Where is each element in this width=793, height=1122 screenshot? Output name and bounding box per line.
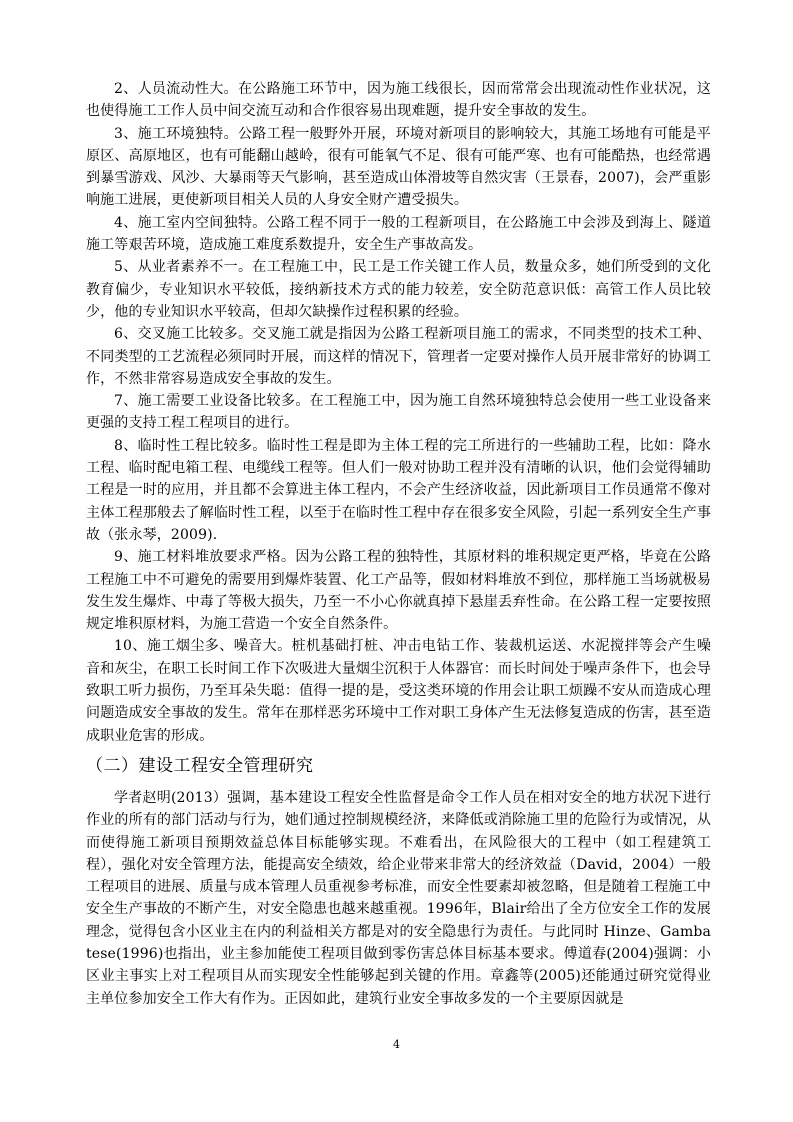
paragraph-safety-management-research: 学者赵明(2013）强调，基本建设工程安全性监督是命令工作人员在相对安全的地方状况下进行作业的所有的部门活动与行为，她们通过控制规模经济，来降低或消除施工里的危险行为或情况，从而使得施工新项目预期效益总体目标能够实现。不难看出，在风险很大的工程中（如工程建筑工程），强化对安全管理方法，能提高安全绩效，给企业带来非常大的经济效益（David，2004）一般工程项目的进展、质量与成本管理人员重视参考标准，而安全性要素却被忽略，但是随着工程施工中安全生产事故的不断产生，对安全隐患也越来越重视。1996年，Blair给出了全方位安全工作的发展理念，觉得包含小区业主在内的利益相关方都是对的安全隐患行为责任。与此同时 Hinze、Gambatese(1996)也指出，业主参加能使工程项目做到零伤害总体目标基本要求。傅道春(2004)强调：小区业主事实上对工程项目从而实现安全性能够起到关键的作用。章鑫等(2005)还能通过研究觉得业主单位参加安全工作大有作为。正因如此，建筑行业安全事故多发的一个主要原因就是 <box>86 789 711 1007</box>
page-number: 4 <box>393 1038 400 1051</box>
paragraph-temporary-works: 8、临时性工程比较多。临时性工程是即为主体工程的完工所进行的一些辅助工程，比如：降水工程、临时配电箱工程、电缆线工程等。但人们一般对协助工程并没有清晰的认识，他们会觉得辅助工程是一时的应用，并且都不会算进主体工程内，不会产生经济收益，因此新项目工作员通常不像对主体工程那般去了解临时性工程，以至于在临时性工程中存在很多安全风险，引起一系列安全生产事故（张永琴，2009). <box>86 437 711 543</box>
paragraph-dust-noise: 10、施工烟尘多、噪音大。桩机基础打桩、冲击电钻工作、装裁机运送、水泥搅拌等会产生噪音和灰尘，在职工长时间工作下次吸进大量烟尘沉积于人体器官：而长时间处于噪声条件下，也会导致职工听力损伤，乃至耳朵失聪：值得一提的是，受这类环境的作用会让职工烦躁不安从而造成心理问题造成安全事故的发生。常年在那样恶劣环境中工作对职工身体产生无法修复造成的伤害，甚至造成职业危害的形成。 <box>86 638 711 744</box>
paragraph-worker-quality: 5、从业者素养不一。在工程施工中，民工是工作关键工作人员，数量众多，她们所受到的文化教育偏少，专业知识水平较低，接纳新技术方式的能力较差，安全防范意识低：高管工作人员比较少，他的专业知识水平较高，但却欠缺操作过程积累的经验。 <box>86 259 711 320</box>
paragraph-cross-construction: 6、交叉施工比较多。交叉施工就是指因为公路工程新项目施工的需求，不同类型的技术工种、不同类型的工艺流程必须同时开展，而这样的情况下，管理者一定要对操作人员开展非常好的协调工作，不然非常容易造成安全事故的发生。 <box>86 326 711 387</box>
paragraph-personnel-mobility: 2、人员流动性大。在公路施工环节中，因为施工线很长，因而常常会出现流动性作业状况，这也使得施工工作人员中间交流互动和合作很容易出现难题，提升安全事故的发生。 <box>86 81 711 120</box>
paragraph-material-stacking: 9、施工材料堆放要求严格。因为公路工程的独特性，其原材料的堆积规定更严格，毕竟在公路工程施工中不可避免的需要用到爆炸装置、化工产品等，假如材料堆放不到位，那样施工当场就极易发生发生爆炸、中毒了等极大损失，乃至一不小心你就真掉下悬崖丢弃性命。在公路工程一定要按照规定堆积原材料，为施工营造一个安全自然条件。 <box>86 549 711 633</box>
paragraph-construction-space: 4、施工室内空间独特。公路工程不同于一般的工程新项目，在公路施工中会涉及到海上、隧道施工等艰苦环境，造成施工难度系数提升，安全生产事故高发。 <box>86 214 711 254</box>
paragraph-industrial-equipment: 7、施工需要工业设备比较多。在工程施工中，因为施工自然环境独特总会使用一些工业设备来更强的支持工程工程项目的进行。 <box>86 393 711 432</box>
section-heading: （二）建设工程安全管理研究 <box>86 755 314 776</box>
paragraph-construction-environment: 3、施工环境独特。公路工程一般野外开展，环境对新项目的影响较大，其施工场地有可能是平原区、高原地区，也有可能翻山越岭，很有可能氧气不足、很有可能严寒、也有可能酷热，也经常遇到暴雪游戏、风沙、大暴雨等天气影响，甚至造成山体滑坡等自然灾害（王景春，2007)，会严重影响施工进展，更使新项目相关人员的人身安全财产遭受损失。 <box>86 125 711 209</box>
body-text <box>86 78 711 1010</box>
